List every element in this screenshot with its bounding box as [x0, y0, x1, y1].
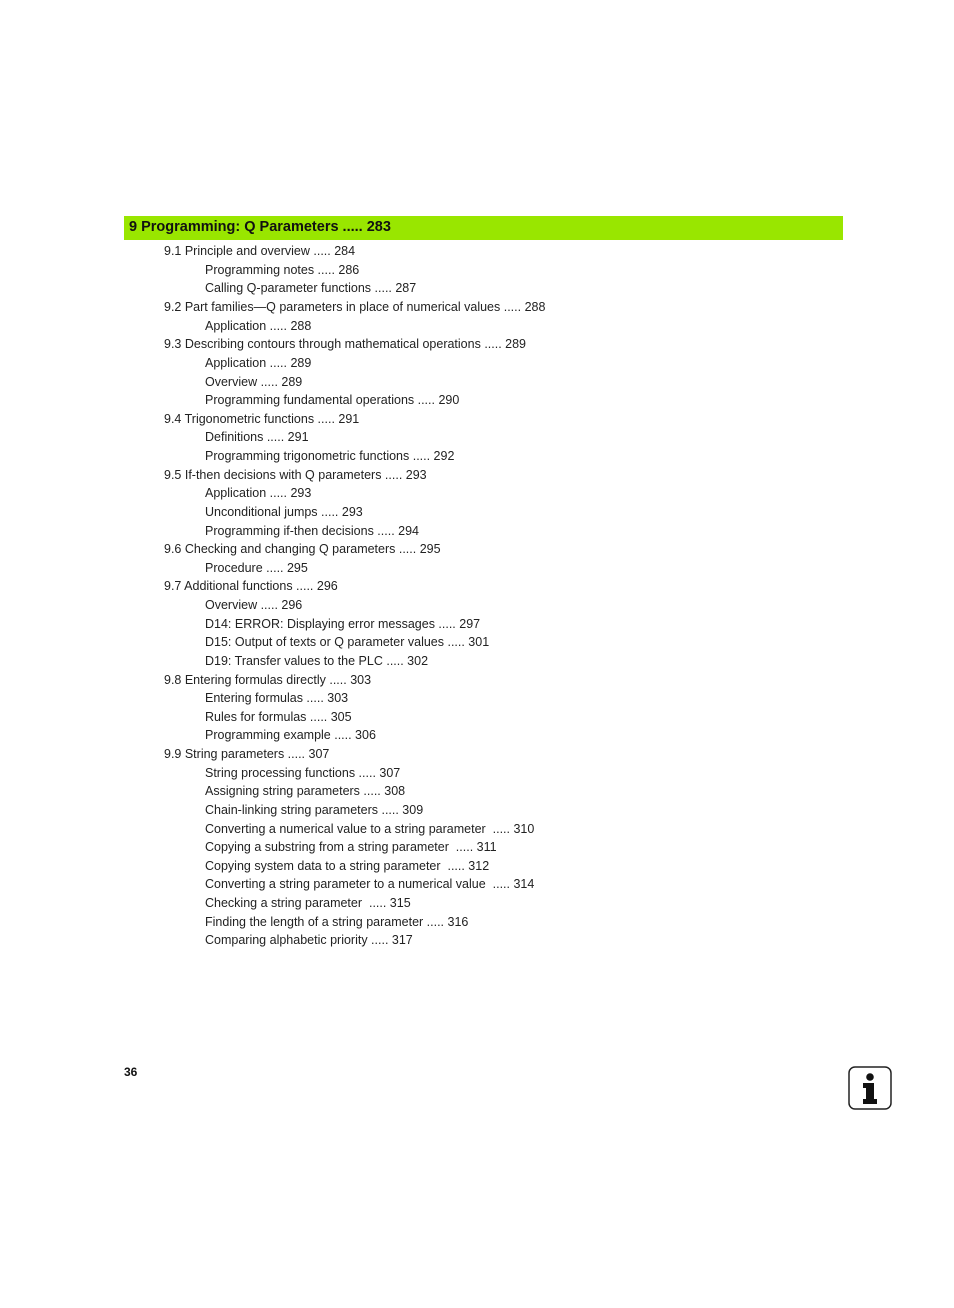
toc-section-9-4[interactable]: 9.4 Trigonometric functions ..... 291 — [164, 412, 360, 426]
toc-entry-application[interactable]: Application ..... 293 — [205, 486, 312, 500]
toc-entry-chain-linking-string-parameters[interactable]: Chain-linking string parameters ..... 309 — [205, 803, 424, 817]
toc-section-9-8[interactable]: 9.8 Entering formulas directly ..... 303 — [164, 673, 372, 687]
toc-entry-rules-for-formulas[interactable]: Rules for formulas ..... 305 — [205, 710, 352, 724]
chapter-header-bar — [124, 216, 843, 240]
toc-section-9-5[interactable]: 9.5 If-then decisions with Q parameters ..... 293 — [164, 468, 427, 482]
toc-entry-programming-example[interactable]: Programming example ..... 306 — [205, 728, 376, 742]
toc-section-9-2[interactable]: 9.2 Part families—Q parameters in place of numerical values ..... 288 — [164, 300, 546, 314]
toc-entry-overview[interactable]: Overview ..... 289 — [205, 375, 303, 389]
toc-section-9-9[interactable]: 9.9 String parameters ..... 307 — [164, 747, 330, 761]
page-number: 36 — [124, 1065, 138, 1079]
toc-entry-converting-numerical-to-string[interactable]: Converting a numerical value to a string parameter ..... 310 — [205, 822, 535, 836]
toc-entry-programming-fundamental-operations[interactable]: Programming fundamental operations ..... 290 — [205, 393, 460, 407]
toc-entry-definitions[interactable]: Definitions ..... 291 — [205, 430, 309, 444]
info-icon — [848, 1066, 892, 1110]
toc-section-9-6[interactable]: 9.6 Checking and changing Q parameters ..... 295 — [164, 542, 441, 556]
toc-entry-unconditional-jumps[interactable]: Unconditional jumps ..... 293 — [205, 505, 363, 519]
toc-entry-converting-string-to-numerical[interactable]: Converting a string parameter to a numerical value ..... 314 — [205, 877, 535, 891]
toc-entry-d14-error[interactable]: D14: ERROR: Displaying error messages ..... 297 — [205, 617, 481, 631]
toc-entry-application[interactable]: Application ..... 289 — [205, 356, 312, 370]
toc-entry-programming-notes[interactable]: Programming notes ..... 286 — [205, 263, 360, 277]
toc-entry-checking-string-parameter[interactable]: Checking a string parameter ..... 315 — [205, 896, 411, 910]
toc-entry-programming-trigonometric-functions[interactable]: Programming trigonometric functions ..... 292 — [205, 449, 455, 463]
toc-entry-procedure[interactable]: Procedure ..... 295 — [205, 561, 308, 575]
toc-entry-copying-substring[interactable]: Copying a substring from a string parameter ..... 311 — [205, 840, 497, 854]
toc-entry-application[interactable]: Application ..... 288 — [205, 319, 312, 333]
toc-entry-string-processing-functions[interactable]: String processing functions ..... 307 — [205, 766, 401, 780]
toc-entry-assigning-string-parameters[interactable]: Assigning string parameters ..... 308 — [205, 784, 406, 798]
toc-section-9-3[interactable]: 9.3 Describing contours through mathematical operations ..... 289 — [164, 337, 527, 351]
toc-entry-d15-output[interactable]: D15: Output of texts or Q parameter values ..... 301 — [205, 635, 490, 649]
toc-section-9-7[interactable]: 9.7 Additional functions ..... 296 — [164, 579, 338, 593]
toc-entry-entering-formulas[interactable]: Entering formulas ..... 303 — [205, 691, 349, 705]
toc-section-9-1[interactable]: 9.1 Principle and overview ..... 284 — [164, 244, 356, 258]
toc-entry-finding-length-string-parameter[interactable]: Finding the length of a string parameter ..... 316 — [205, 915, 469, 929]
toc-entry-d19-transfer[interactable]: D19: Transfer values to the PLC ..... 302 — [205, 654, 429, 668]
toc-entry-calling-q-parameter-functions[interactable]: Calling Q-parameter functions ..... 287 — [205, 281, 417, 295]
toc-entry-copying-system-data[interactable]: Copying system data to a string parameter ..... 312 — [205, 859, 490, 873]
chapter-title[interactable]: 9 Programming: Q Parameters ..... 283 — [129, 219, 391, 235]
toc-entry-comparing-alphabetic-priority[interactable]: Comparing alphabetic priority ..... 317 — [205, 933, 413, 947]
toc-entry-overview[interactable]: Overview ..... 296 — [205, 598, 303, 612]
toc-entry-programming-if-then-decisions[interactable]: Programming if-then decisions ..... 294 — [205, 524, 419, 538]
